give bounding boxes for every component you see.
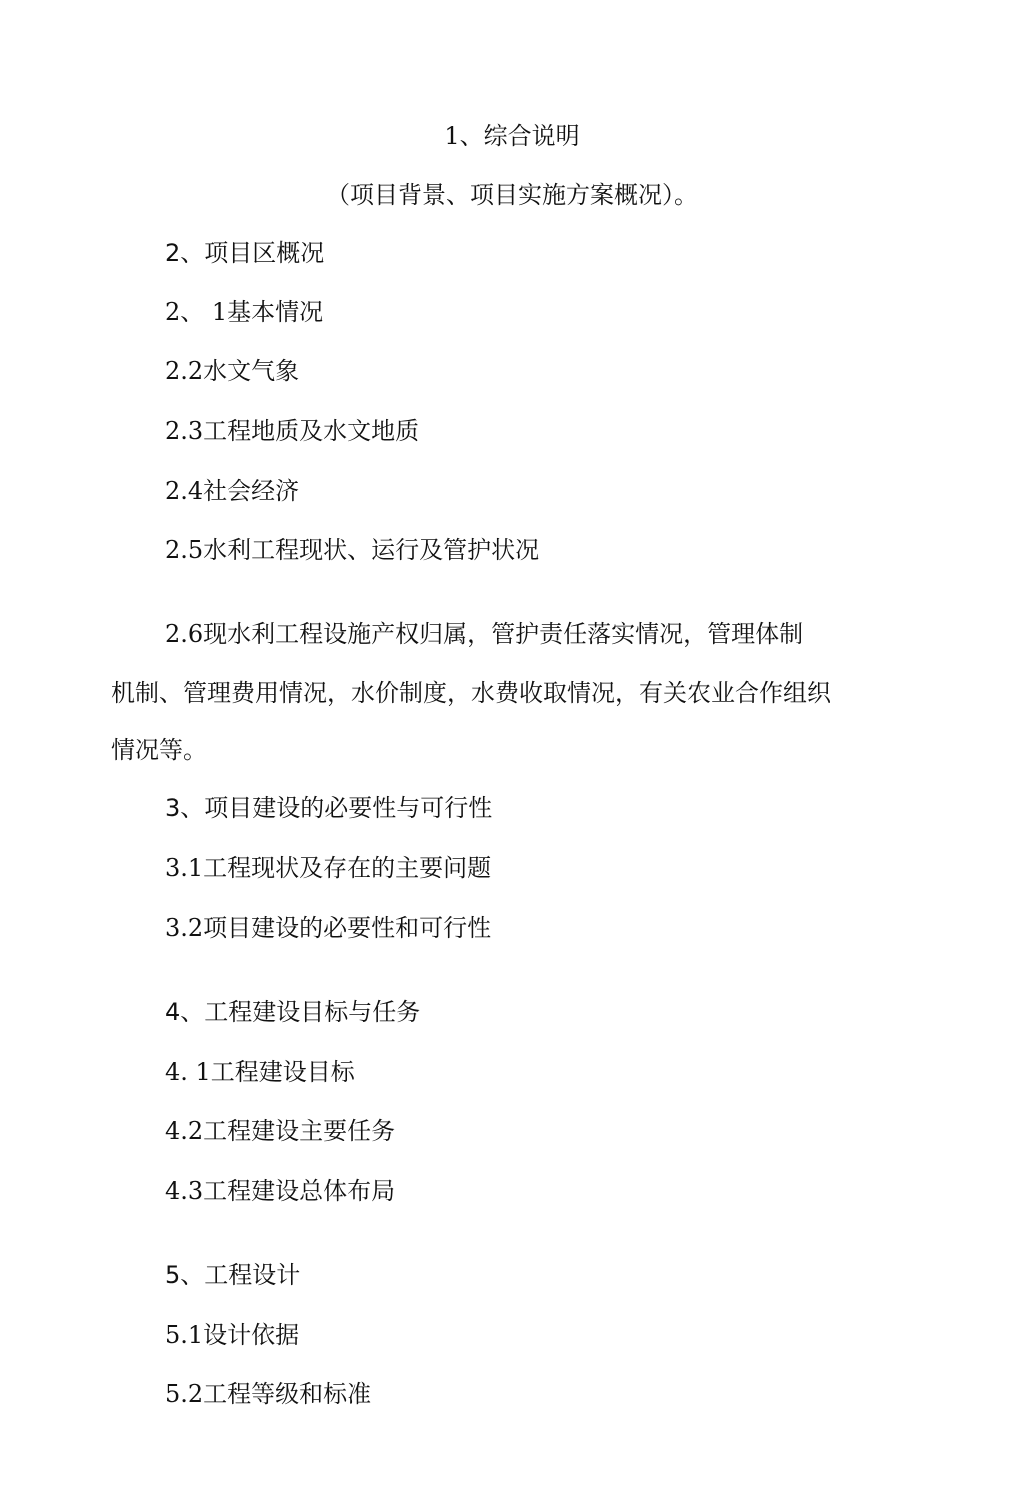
item-5-1: 5.1设计依据 bbox=[165, 1321, 300, 1349]
item-2-4: 2.4社会经济 bbox=[165, 477, 300, 505]
item-4-2: 4.2工程建设主要任务 bbox=[165, 1117, 396, 1145]
heading-3: 3、项目建设的必要性与可行性 bbox=[165, 794, 493, 822]
item-2-5: 2.5水利工程现状、运行及管护状况 bbox=[165, 536, 540, 564]
paragraph-2-6-line-1: 2.6现水利工程设施产权归属，管护责任落实情况，管理体制 bbox=[165, 620, 804, 648]
item-3-1: 3.1工程现状及存在的主要问题 bbox=[165, 854, 492, 882]
item-3-2: 3.2项目建设的必要性和可行性 bbox=[165, 914, 492, 942]
item-2-3: 2.3工程地质及水文地质 bbox=[165, 417, 420, 445]
item-5-2: 5.2工程等级和标准 bbox=[165, 1380, 372, 1408]
paragraph-2-6-line-2: 机制、管理费用情况，水价制度，水费收取情况，有关农业合作组织 bbox=[111, 679, 831, 707]
item-4-1: 4. 1工程建设目标 bbox=[165, 1058, 355, 1086]
heading-2: 2、项目区概况 bbox=[165, 239, 325, 267]
section-title: 1、综合说明 bbox=[444, 122, 580, 150]
heading-5: 5、工程设计 bbox=[165, 1261, 301, 1289]
item-4-3: 4.3工程建设总体布局 bbox=[165, 1177, 396, 1205]
item-2-2: 2.2水文气象 bbox=[165, 357, 300, 385]
item-2-1: 2、 1基本情况 bbox=[165, 298, 324, 326]
heading-4: 4、工程建设目标与任务 bbox=[165, 998, 421, 1026]
paragraph-2-6-line-3: 情况等。 bbox=[111, 736, 207, 764]
section-subtitle: （项目背景、项目实施方案概况）。 bbox=[326, 181, 698, 209]
